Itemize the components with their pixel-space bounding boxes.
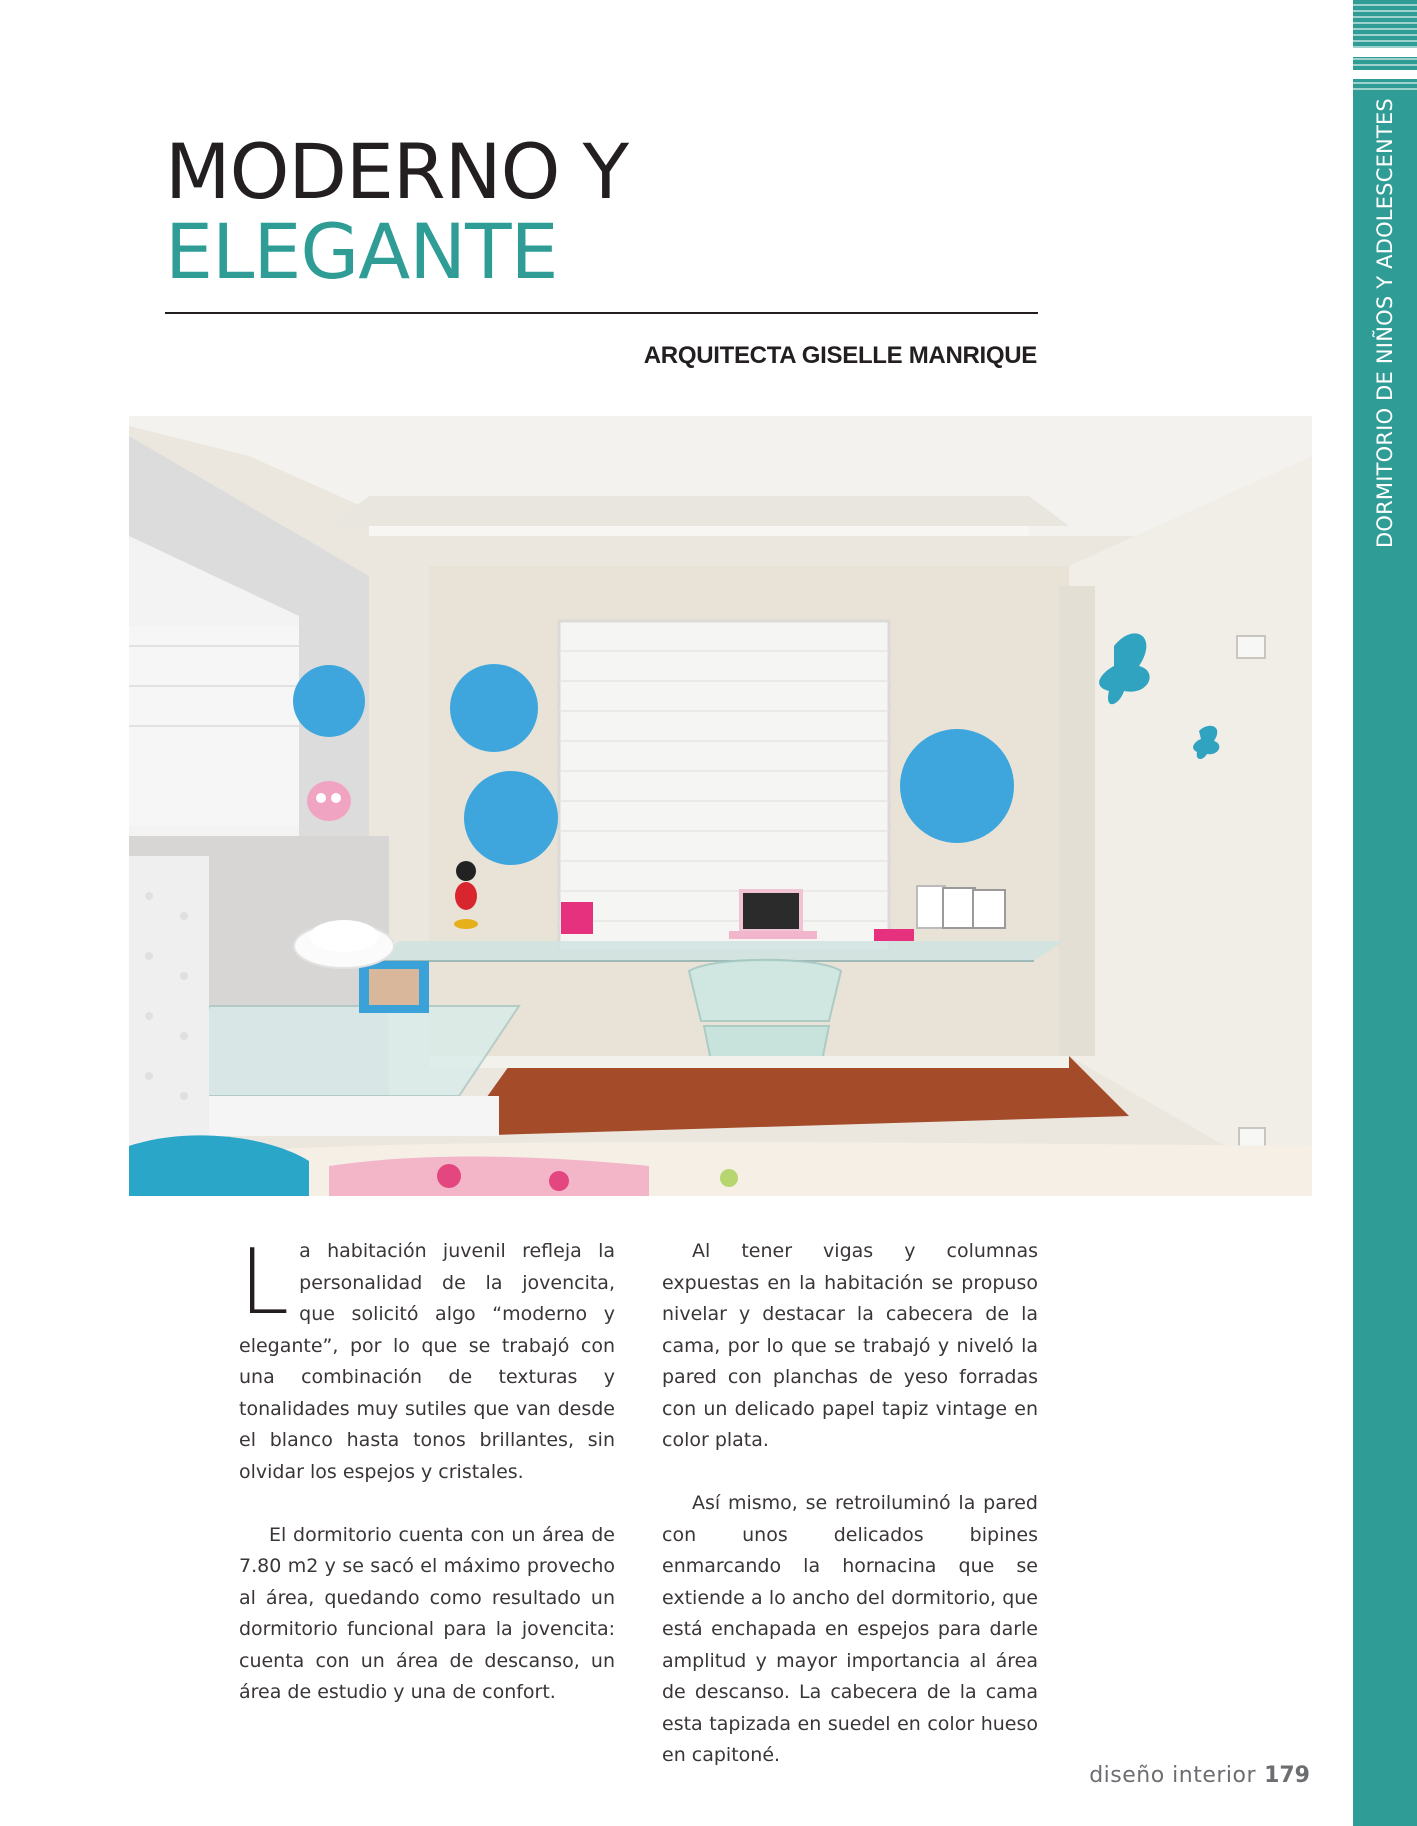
author-byline: ARQUITECTA GISELLE MANRIQUE [643,342,1037,369]
section-tab-label: DORMITORIO DE NIÑOS Y ADOLESCENTES [1373,98,1397,548]
bedroom-illustration [129,416,1312,1196]
left-paragraph-1-text: a habitación juvenil refleja la personalidad de la jovencita, que solicitó algo “moderno y elegante”, por lo que se trabajó con una combinación de texturas y tonalidades muy sutiles que van desde el blanco hasta tonos brillantes, sin olvidar los espejos y cristales. [239,1240,615,1483]
page-footer [1089,1763,1310,1788]
stripe-gap [1353,70,1417,79]
article-column-left [239,1230,615,1709]
stripe-gap [1353,48,1417,57]
section-tab-stripes [1353,0,1417,92]
magazine-name: diseño interior [1089,1763,1257,1788]
article-column-right [662,1236,1038,1772]
article-title [165,127,628,296]
title-line-1: MODERNO Y [165,127,628,216]
left-paragraph-1 [239,1230,615,1488]
right-paragraph-2: Así mismo, se retroiluminó la pared con unos delicados bipines enmarcando la hornacina que se extiende a lo ancho del dormitorio, que está enchapada en espejos para darle amplitud y mayor importancia al área de descanso. La cabecera de la cama esta tapizada en suedel en color hueso en capitoné. [662,1492,1038,1766]
title-line-2: ELEGANTE [165,207,558,296]
title-divider [165,312,1038,314]
right-paragraph-1: Al tener vigas y columnas expuestas en la habitación se propuso nivelar y destacar la cabecera de la cama, por lo que se trabajó y niveló la pared con planchas de yeso forradas con un delicado papel tapiz vintage en color plata. [662,1240,1038,1451]
bedroom-photo [129,416,1312,1196]
dropcap: L [239,1230,290,1335]
left-paragraph-2: El dormitorio cuenta con un área de 7.80 m2 y se sacó el máximo provecho al área, quedando como resultado un dormitorio funcional para la jovencita: cuenta con un área de descanso, un área de estudio y una de confort. [239,1523,615,1703]
page-number: 179 [1264,1763,1310,1788]
